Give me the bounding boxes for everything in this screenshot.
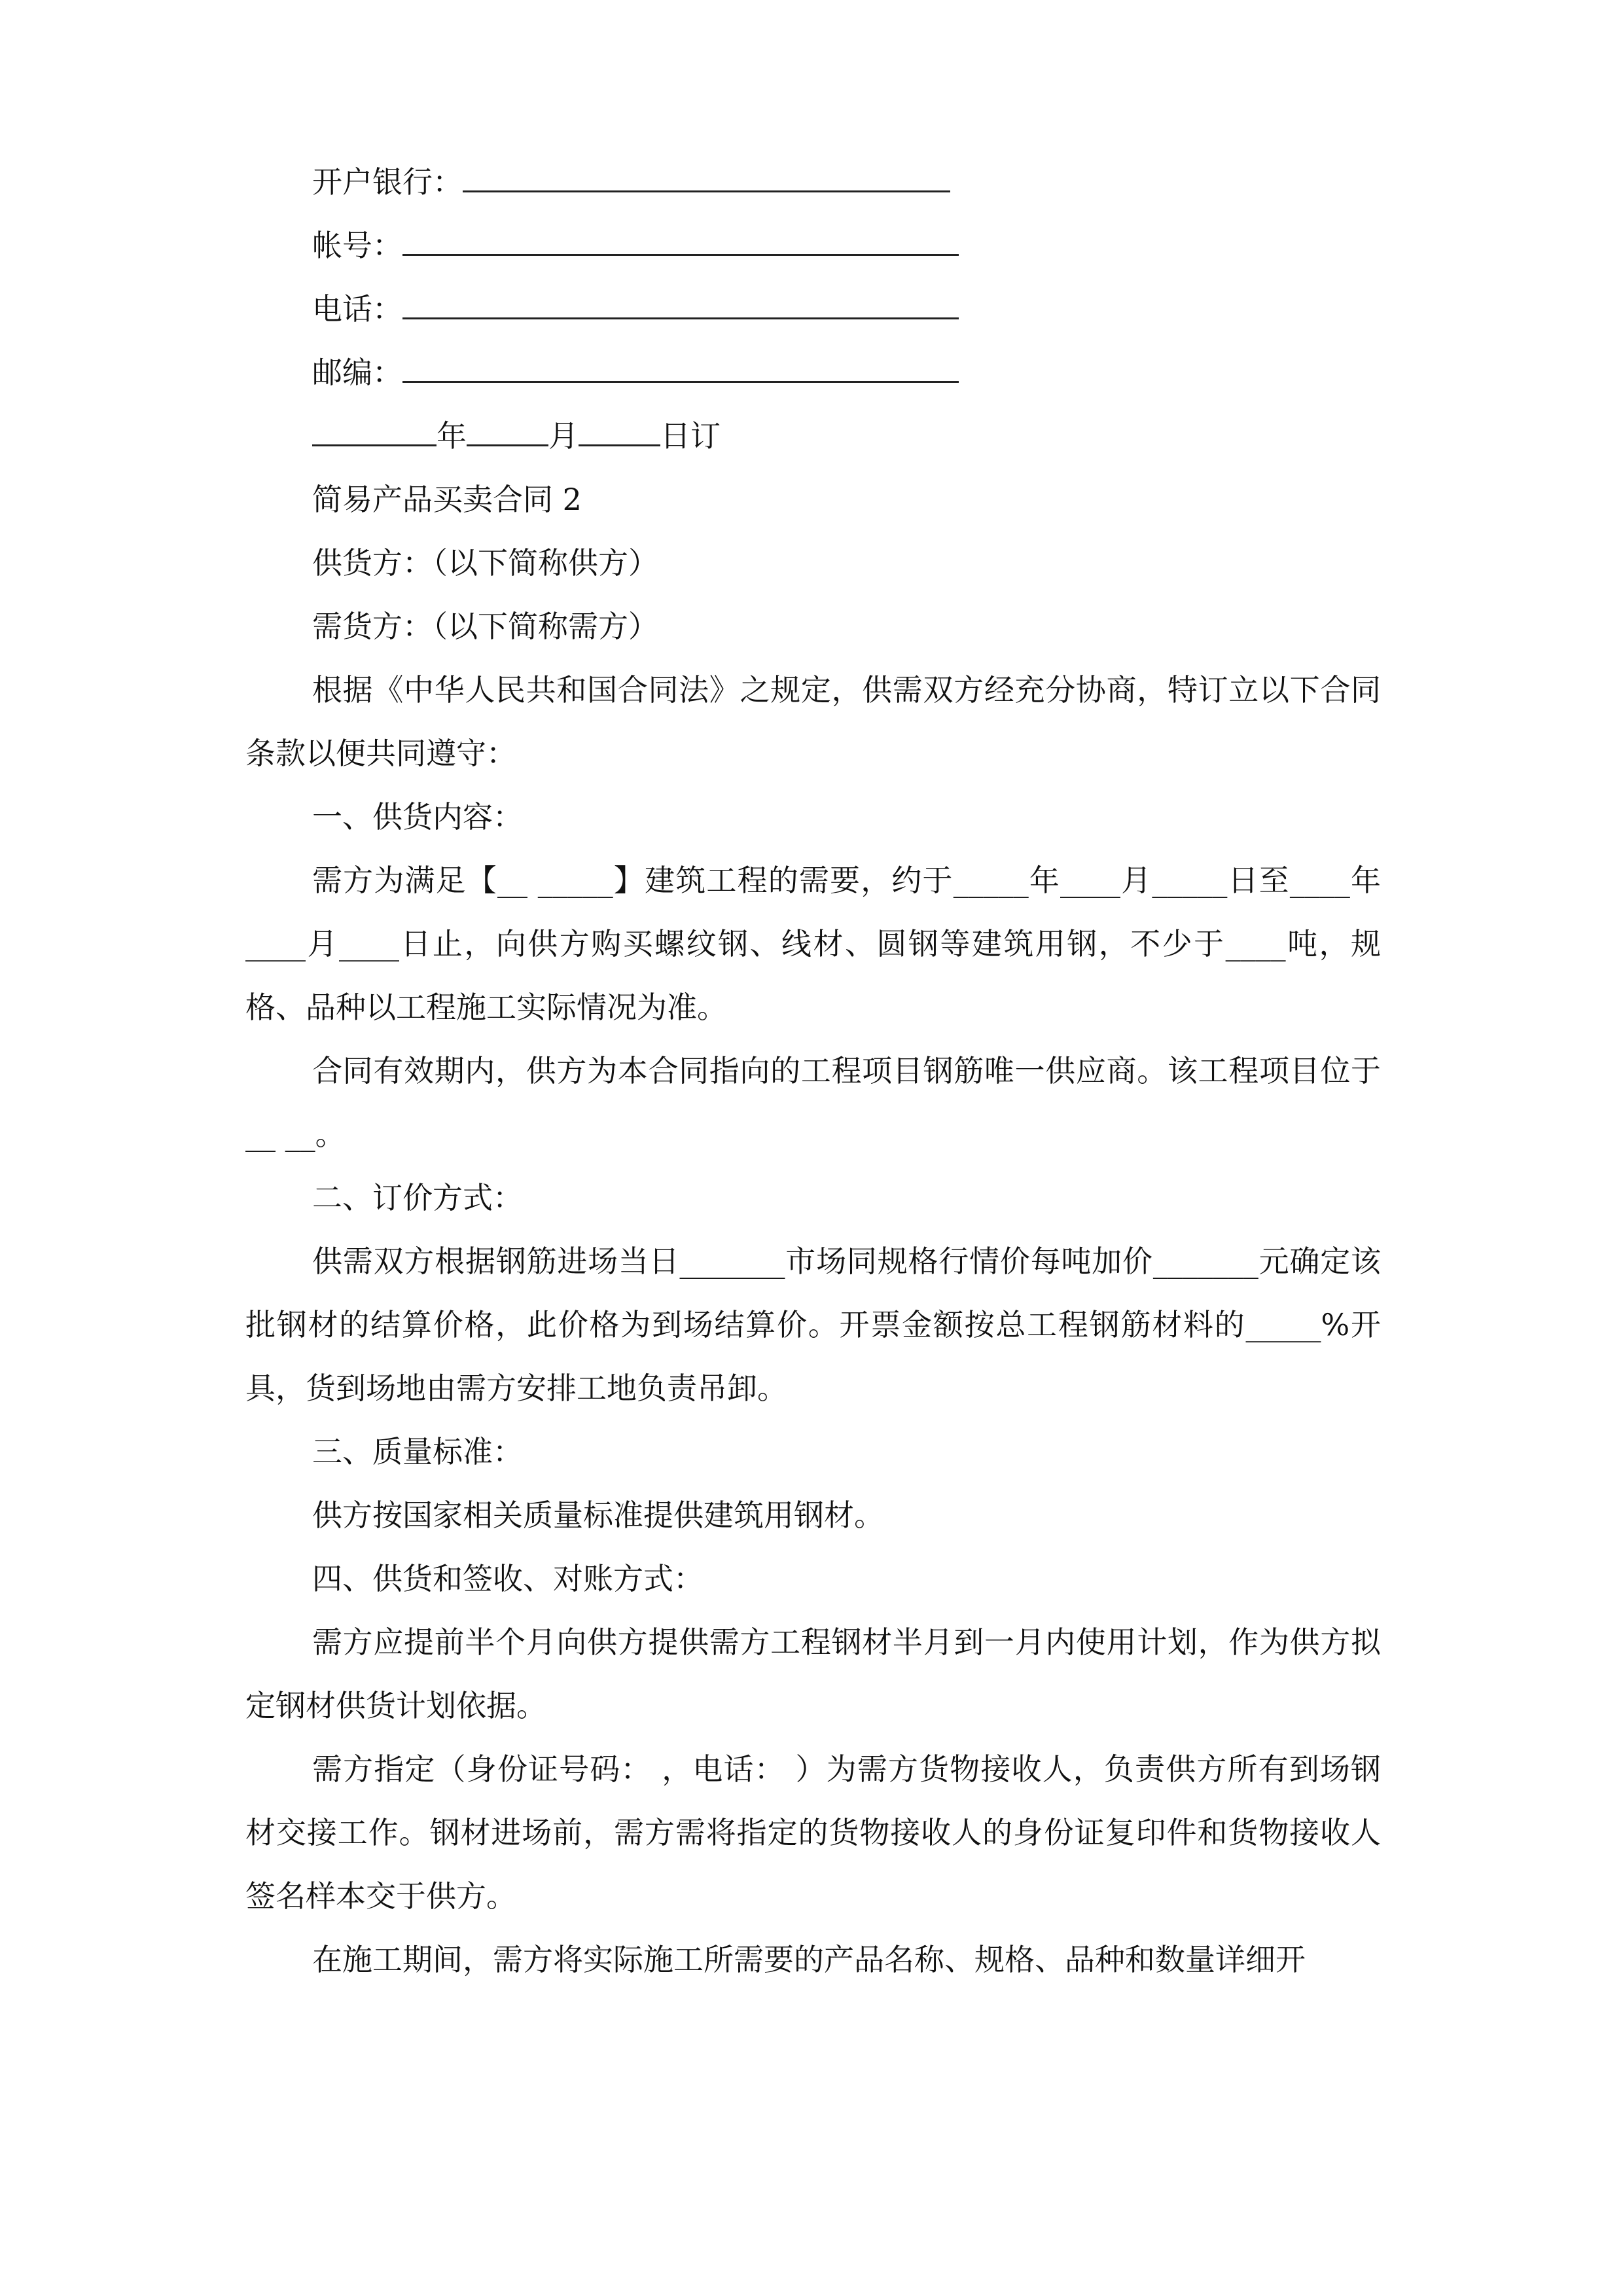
date-line: [245, 404, 1381, 468]
section-1-paragraph-2: 合同有效期内，供方为本合同指向的工程项目钢筋唯一供应商。该工程项目位于__ __。: [245, 1053, 1381, 1152]
section-2-heading: 二、订价方式：: [312, 1180, 523, 1215]
phone-blank: [402, 291, 959, 319]
year-blank: [312, 418, 437, 446]
buyer-line: 需货方：（以下简称需方）: [312, 609, 658, 644]
contract-title: 简易产品买卖合同 2: [312, 482, 582, 517]
postcode-line: [245, 341, 1381, 404]
supplier-line: 供货方：（以下简称供方）: [312, 545, 658, 581]
month-blank: [467, 418, 548, 446]
bank-blank: [463, 164, 950, 192]
section-2-paragraph-1: 供需双方根据钢筋进场当日_______市场同规格行情价每吨加价_______元确定该批钢材的结算价格，此价格为到场结算价。开票金额按总工程钢筋材料的_____%开具，货到场地由需方安排工地负责吊卸。: [245, 1244, 1381, 1406]
section-3-heading: 三、质量标准：: [312, 1434, 523, 1469]
document-body: [245, 151, 1381, 1992]
intro-paragraph: 根据《中华人民共和国合同法》之规定，供需双方经充分协商，特订立以下合同条款以便共同遵守：: [245, 672, 1381, 771]
phone-label: 电话：: [312, 291, 402, 327]
account-blank: [402, 228, 959, 256]
date-year: 年: [437, 418, 467, 454]
bank-label: 开户银行：: [312, 164, 463, 200]
postcode-blank: [402, 355, 959, 383]
section-4-paragraph-1: 需方应提前半个月向供方提供需方工程钢材半月到一月内使用计划，作为供方拟定钢材供货计划依据。: [245, 1624, 1381, 1723]
account-label: 帐号：: [312, 228, 402, 263]
section-4-paragraph-2: 需方指定（身份证号码： ，电话： ）为需方货物接收人，负责供方所有到场钢材交接工作。钢材进场前，需方需将指定的货物接收人的身份证复印件和货物接收人签名样本交于供方。: [245, 1751, 1381, 1914]
date-month: 月: [548, 418, 579, 454]
section-1-heading: 一、供货内容：: [312, 799, 523, 834]
day-blank: [579, 418, 660, 446]
bank-line: [245, 151, 1381, 214]
postcode-label: 邮编：: [312, 355, 402, 390]
phone-line: [245, 278, 1381, 341]
section-4-paragraph-3: 在施工期间，需方将实际施工所需要的产品名称、规格、品种和数量详细开: [312, 1942, 1306, 1977]
date-day: 日订: [660, 418, 721, 454]
account-line: [245, 214, 1381, 278]
section-3-paragraph-1: 供方按国家相关质量标准提供建筑用钢材。: [312, 1498, 884, 1533]
section-4-heading: 四、供货和签收、对账方式：: [312, 1561, 704, 1596]
section-1-paragraph-1: 需方为满足【__ _____】建筑工程的需要，约于_____年____月_____日至____年____月____日止，向供方购买螺纹钢、线材、圆钢等建筑用钢，不少于____吨，规格、品种以工程施工实际情况为准。: [245, 863, 1381, 1025]
